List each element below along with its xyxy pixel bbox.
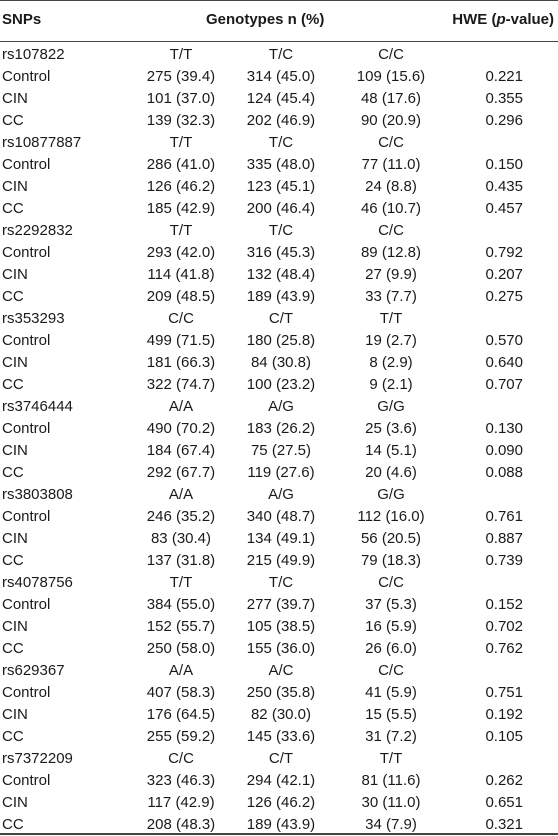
table-row (0, 638, 558, 660)
table-row (0, 418, 558, 440)
genotype-2-cell: 84 (30.8) (250, 354, 312, 371)
table-row (0, 88, 558, 110)
genotype-3-cell: 27 (9.9) (365, 266, 417, 283)
genotype-3-cell: 31 (7.2) (365, 728, 417, 745)
genotype-1-cell: A/A (168, 398, 194, 415)
row-label: CIN (2, 794, 28, 811)
genotype-3-cell: 24 (8.8) (365, 178, 417, 195)
hwe-cell: 0.887 (485, 530, 523, 547)
hwe-cell: 0.651 (485, 794, 523, 811)
table-row (0, 352, 558, 374)
genotype-2-cell: T/C (268, 574, 294, 591)
genotype-2-cell: 132 (48.4) (246, 266, 316, 283)
genotype-2-cell: 335 (48.0) (246, 156, 316, 173)
genotype-2-cell: 202 (46.9) (246, 112, 316, 129)
genotype-2-cell: 124 (45.4) (246, 90, 316, 107)
table-row (0, 572, 558, 594)
genotype-1-cell: 83 (30.4) (150, 530, 212, 547)
table-row (0, 550, 558, 572)
genotype-1-cell: 101 (37.0) (146, 90, 216, 107)
genotype-1-cell: 209 (48.5) (146, 288, 216, 305)
genotype-3-cell: 8 (2.9) (369, 354, 413, 371)
row-label: CIN (2, 442, 28, 459)
row-label: CIN (2, 706, 28, 723)
table-row (0, 44, 558, 66)
row-label: CIN (2, 178, 28, 195)
genotype-1-cell: A/A (168, 486, 194, 503)
table-header (0, 0, 558, 41)
genotype-2-cell: 316 (45.3) (246, 244, 316, 261)
row-label: Control (2, 244, 51, 261)
table-row (0, 726, 558, 748)
table-row (0, 308, 558, 330)
table-row (0, 594, 558, 616)
hwe-cell: 0.296 (485, 112, 523, 129)
genotype-3-cell: 89 (12.8) (360, 244, 422, 261)
genotype-3-cell: C/C (378, 46, 404, 63)
hwe-cell: 0.707 (485, 376, 523, 393)
row-label: rs629367 (2, 662, 65, 679)
table-row (0, 220, 558, 242)
genotype-3-cell: 37 (5.3) (365, 596, 417, 613)
genotype-1-cell: A/A (168, 662, 194, 679)
genotype-2-cell: 215 (49.9) (246, 552, 316, 569)
genotype-3-cell: 33 (7.7) (365, 288, 417, 305)
genotype-3-cell: 19 (2.7) (365, 332, 417, 349)
genotype-1-cell: C/C (168, 310, 194, 327)
row-label: CC (2, 288, 24, 305)
genotype-1-cell: 246 (35.2) (146, 508, 216, 525)
genotype-1-cell: 286 (41.0) (146, 156, 216, 173)
row-label: CIN (2, 618, 28, 635)
genotype-1-cell: 139 (32.3) (146, 112, 216, 129)
genotype-3-cell: G/G (377, 398, 405, 415)
genotype-2-cell: C/T (268, 750, 294, 767)
genotype-1-cell: 114 (41.8) (147, 266, 215, 283)
genotype-1-cell: 181 (66.3) (146, 354, 216, 371)
genotype-3-cell: 81 (11.6) (361, 772, 421, 789)
genotype-2-cell: 180 (25.8) (246, 332, 316, 349)
row-label: CC (2, 112, 24, 129)
hwe-cell: 0.152 (485, 596, 523, 613)
row-label: CIN (2, 530, 28, 547)
header-snps: SNPs (2, 11, 42, 28)
row-label: rs107822 (2, 46, 65, 63)
genotype-2-cell: 189 (43.9) (246, 816, 316, 833)
genotype-3-cell: 109 (15.6) (356, 68, 426, 85)
table-row (0, 770, 558, 792)
genotype-3-cell: C/C (378, 574, 404, 591)
genotype-1-cell: 490 (70.2) (146, 420, 216, 437)
hwe-cell: 0.221 (485, 68, 523, 85)
genotype-2-cell: 119 (27.6) (247, 464, 315, 481)
header-genotypes: Genotypes n (%) (206, 11, 325, 28)
row-label: rs3746444 (2, 398, 73, 415)
genotype-2-cell: C/T (268, 310, 294, 327)
genotype-2-cell: A/C (268, 662, 294, 679)
header-hwe-prefix: HWE ( (452, 11, 497, 28)
hwe-cell: 0.090 (485, 442, 523, 459)
genotype-3-cell: 16 (5.9) (365, 618, 417, 635)
genotype-1-cell: 323 (46.3) (146, 772, 216, 789)
table-row (0, 330, 558, 352)
hwe-cell: 0.762 (485, 640, 523, 657)
hwe-cell: 0.435 (485, 178, 523, 195)
genotype-1-cell: 152 (55.7) (146, 618, 216, 635)
table-row (0, 660, 558, 682)
hwe-cell: 0.457 (485, 200, 523, 217)
genotype-1-cell: T/T (169, 134, 193, 151)
hwe-cell: 0.105 (485, 728, 523, 745)
genotype-2-cell: T/C (268, 134, 294, 151)
table-row (0, 374, 558, 396)
hwe-cell: 0.640 (485, 354, 523, 371)
genotype-3-cell: 20 (4.6) (365, 464, 417, 481)
genotype-3-cell: 14 (5.1) (365, 442, 417, 459)
row-label: CC (2, 464, 24, 481)
genotype-1-cell: 184 (67.4) (146, 442, 216, 459)
genotype-3-cell: 90 (20.9) (360, 112, 422, 129)
row-label: rs4078756 (2, 574, 73, 591)
table-row (0, 528, 558, 550)
row-label: CIN (2, 90, 28, 107)
genotype-1-cell: 126 (46.2) (146, 178, 216, 195)
table-row (0, 616, 558, 638)
genotype-2-cell: 75 (27.5) (250, 442, 312, 459)
genotype-1-cell: 137 (31.8) (146, 552, 216, 569)
table-row (0, 484, 558, 506)
genotype-2-cell: 340 (48.7) (246, 508, 316, 525)
genotype-1-cell: T/T (169, 222, 193, 239)
genotype-2-cell: A/G (268, 398, 294, 415)
genotype-1-cell: 250 (58.0) (146, 640, 216, 657)
row-label: Control (2, 772, 51, 789)
genotype-3-cell: G/G (377, 486, 405, 503)
genotype-1-cell: 384 (55.0) (146, 596, 216, 613)
table-row (0, 154, 558, 176)
genotype-3-cell: C/C (378, 662, 404, 679)
genotype-1-cell: T/T (169, 46, 193, 63)
genotype-1-cell: 255 (59.2) (146, 728, 216, 745)
header-hwe (452, 11, 554, 28)
genotype-1-cell: 499 (71.5) (146, 332, 216, 349)
genotype-3-cell: 112 (16.0) (357, 508, 425, 525)
row-label: Control (2, 420, 51, 437)
row-label: Control (2, 156, 51, 173)
genotype-2-cell: 277 (39.7) (246, 596, 316, 613)
genotype-2-cell: 100 (23.2) (246, 376, 316, 393)
genotype-3-cell: C/C (378, 222, 404, 239)
table-row (0, 748, 558, 770)
hwe-cell: 0.739 (485, 552, 523, 569)
genotype-3-cell: T/T (379, 750, 403, 767)
genotype-2-cell: 314 (45.0) (246, 68, 316, 85)
genotype-3-cell: 56 (20.5) (360, 530, 422, 547)
row-label: rs10877887 (2, 134, 82, 151)
genotype-3-cell: 25 (3.6) (365, 420, 417, 437)
genotype-1-cell: T/T (169, 574, 193, 591)
genotype-3-cell: 34 (7.9) (365, 816, 417, 833)
hwe-cell: 0.570 (485, 332, 523, 349)
table-row (0, 242, 558, 264)
row-label: Control (2, 684, 51, 701)
genotype-1-cell: 293 (42.0) (146, 244, 216, 261)
genotype-3-cell: T/T (379, 310, 403, 327)
hwe-cell: 0.321 (485, 816, 523, 833)
genotype-1-cell: 407 (58.3) (146, 684, 216, 701)
table-row (0, 66, 558, 88)
hwe-cell: 0.088 (485, 464, 523, 481)
genotype-3-cell: 77 (11.0) (361, 156, 421, 173)
genotype-2-cell: 200 (46.4) (246, 200, 316, 217)
genotype-2-cell: 126 (46.2) (246, 794, 316, 811)
table-row (0, 176, 558, 198)
genotype-3-cell: 48 (17.6) (360, 90, 422, 107)
genotype-3-cell: 46 (10.7) (360, 200, 422, 217)
table-body (0, 44, 558, 836)
genotype-2-cell: 123 (45.1) (246, 178, 316, 195)
genotype-1-cell: 185 (42.9) (146, 200, 216, 217)
hwe-cell: 0.130 (485, 420, 523, 437)
genotype-3-cell: 79 (18.3) (360, 552, 422, 569)
hwe-cell: 0.702 (485, 618, 523, 635)
row-label: Control (2, 508, 51, 525)
genotype-2-cell: 183 (26.2) (246, 420, 316, 437)
genotype-3-cell: C/C (378, 134, 404, 151)
genotype-3-cell: 30 (11.0) (361, 794, 421, 811)
row-label: Control (2, 68, 51, 85)
genotype-2-cell: 134 (49.1) (246, 530, 316, 547)
genotype-1-cell: 322 (74.7) (146, 376, 216, 393)
hwe-cell: 0.355 (485, 90, 523, 107)
hwe-cell: 0.792 (485, 244, 523, 261)
hwe-cell: 0.262 (485, 772, 523, 789)
table-row (0, 682, 558, 704)
row-label: CC (2, 552, 24, 569)
genotype-1-cell: C/C (168, 750, 194, 767)
hwe-cell: 0.150 (485, 156, 523, 173)
table-row (0, 132, 558, 154)
genotype-1-cell: 176 (64.5) (146, 706, 216, 723)
row-label: rs3803808 (2, 486, 73, 503)
genotype-2-cell: T/C (268, 46, 294, 63)
table-row (0, 506, 558, 528)
hwe-cell: 0.207 (485, 266, 523, 283)
genotype-3-cell: 26 (6.0) (365, 640, 417, 657)
hwe-cell: 0.275 (485, 288, 523, 305)
table-row (0, 792, 558, 814)
genotype-2-cell: 145 (33.6) (246, 728, 316, 745)
row-label: CC (2, 376, 24, 393)
hwe-cell: 0.751 (485, 684, 523, 701)
row-label: CC (2, 640, 24, 657)
genotype-2-cell: 294 (42.1) (246, 772, 316, 789)
hwe-cell: 0.192 (485, 706, 523, 723)
genotype-2-cell: 105 (38.5) (246, 618, 316, 635)
genotype-3-cell: 9 (2.1) (369, 376, 413, 393)
table-row (0, 286, 558, 308)
genotype-2-cell: 155 (36.0) (246, 640, 316, 657)
table-row (0, 396, 558, 418)
genotype-1-cell: 275 (39.4) (146, 68, 216, 85)
table-row (0, 198, 558, 220)
header-hwe-italic: p (496, 11, 506, 28)
header-rule (0, 41, 558, 42)
row-label: CC (2, 200, 24, 217)
table-row (0, 462, 558, 484)
row-label: CIN (2, 266, 28, 283)
row-label: rs7372209 (2, 750, 73, 767)
genotype-2-cell: 250 (35.8) (246, 684, 316, 701)
row-label: CC (2, 728, 24, 745)
genotype-3-cell: 15 (5.5) (365, 706, 417, 723)
genotype-2-cell: T/C (268, 222, 294, 239)
row-label: CIN (2, 354, 28, 371)
genotype-3-cell: 41 (5.9) (365, 684, 417, 701)
row-label: Control (2, 596, 51, 613)
row-label: rs2292832 (2, 222, 73, 239)
genotype-2-cell: 82 (30.0) (250, 706, 312, 723)
row-label: Control (2, 332, 51, 349)
table-row (0, 110, 558, 132)
table-row (0, 704, 558, 726)
row-label: rs353293 (2, 310, 65, 327)
hwe-cell: 0.761 (485, 508, 523, 525)
header-hwe-suffix: -value) (505, 11, 554, 28)
row-label: CC (2, 816, 24, 833)
genotype-1-cell: 117 (42.9) (147, 794, 215, 811)
genotype-1-cell: 292 (67.7) (146, 464, 216, 481)
genotype-2-cell: 189 (43.9) (246, 288, 316, 305)
table-row (0, 264, 558, 286)
genotype-1-cell: 208 (48.3) (146, 816, 216, 833)
genotype-2-cell: A/G (268, 486, 294, 503)
table-row (0, 440, 558, 462)
